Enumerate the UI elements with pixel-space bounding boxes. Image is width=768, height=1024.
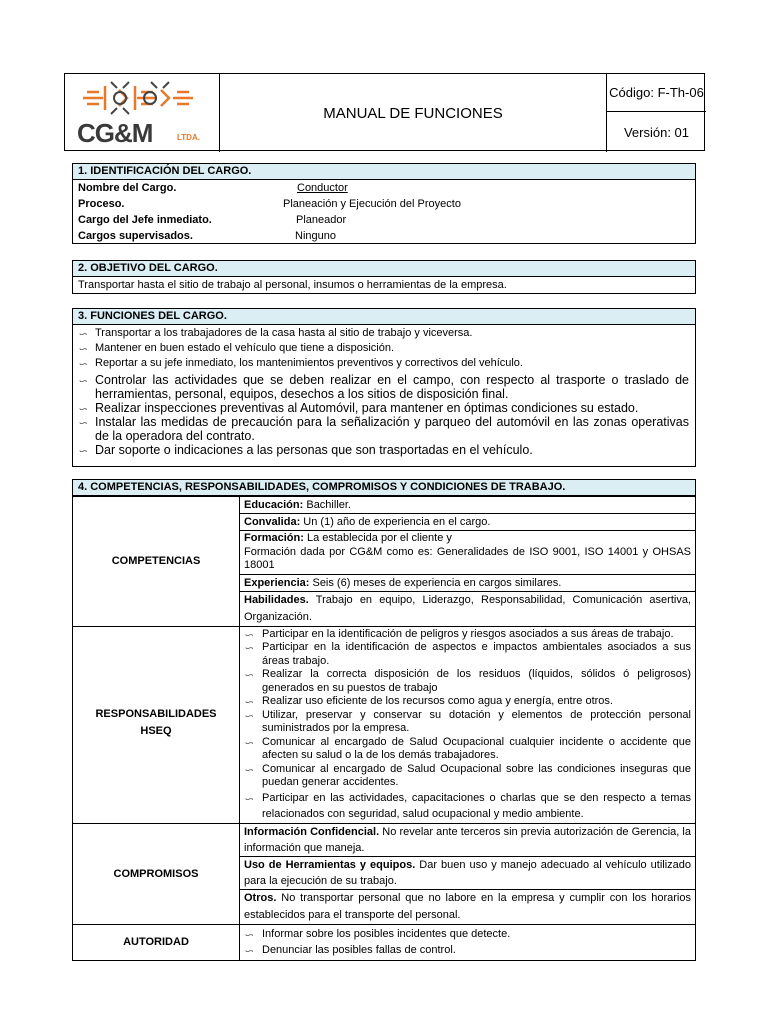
list-item: ᯈ Controlar las actividades que se deben realizar en el campo, con respecto al trasporte o traslado de herramientas, personal, equipos, desechos a los sitios de disposición final.	[73, 373, 695, 401]
field-label: Cargos supervisados.	[78, 230, 193, 242]
bullet-icon: ᯈ	[245, 642, 254, 652]
row-label: AUTORIDAD	[73, 924, 240, 960]
company-logo	[65, 74, 220, 152]
list-item: ᯈ Participar en la identificación de peligros y riesgos asociados a sus áreas de trabajo.	[240, 628, 695, 642]
field-label: Cargo del Jefe inmediato.	[78, 214, 212, 226]
bullet-icon: ᯈ	[245, 736, 254, 747]
list-item: ᯈ Participar en las actividades, capacitaciones o charlas que se den respecto a temas relacionados con seguridad, salud ocupacional y medio ambiente.	[240, 790, 695, 822]
table-cell: Formación: La establecida por el cliente y Formación dada por CG&M como es: Generalidades de ISO 9001, ISO 14001 y OHSAS 18001	[240, 531, 695, 575]
list-item: ᯈ Realizar inspecciones preventivas al Automóvil, para mantener en óptimas condiciones su estado.	[73, 401, 695, 415]
bullet-icon: ᯈ	[79, 328, 88, 338]
field-label: Nombre del Cargo.	[78, 182, 177, 194]
field-value: Planeador	[296, 214, 347, 226]
table-cell: Experiencia: Seis (6) meses de experiencia en cargos similares.	[240, 575, 695, 592]
bullet-icon: ᯈ	[245, 792, 254, 803]
section-heading: 2. OBJETIVO DEL CARGO.	[72, 260, 696, 277]
bullet-icon: ᯈ	[245, 709, 254, 720]
table-row	[73, 924, 696, 960]
list-item: ᯈ Denunciar las posibles fallas de control.	[240, 942, 695, 958]
field-row	[73, 180, 695, 196]
field-label: Proceso.	[78, 198, 125, 210]
table-cell: Habilidades. Trabajo en equipo, Liderazgo, Responsabilidad, Comunicación asertiva, Organización.	[244, 593, 691, 623]
list-item: ᯈ Participar en la identificación de aspectos e impactos ambientales asociados a sus áreas trabajo.	[240, 641, 695, 668]
document-code: Código: F-Th-06	[607, 74, 706, 112]
document-title: MANUAL DE FUNCIONES	[220, 74, 607, 152]
list-item: ᯈ Reportar a su jefe inmediato, los mantenimientos preventivos y correctivos del vehículo.	[73, 356, 695, 371]
list-item: ᯈ Transportar a los trabajadores de la casa hasta al sitio de trabajo y viceversa.	[73, 326, 695, 341]
field-value: Conductor	[297, 182, 348, 194]
list-item: ᯈ Comunicar al encargado de Salud Ocupacional cualquier incidente o accidente que afecten su salud o la de los demás trabajadores.	[240, 736, 695, 763]
table-cell: Uso de Herramientas y equipos. Dar buen uso y manejo adecuado al vehículo utilizado para la ejecución de su trabajo.	[240, 857, 695, 890]
table-cell: Otros. No transportar personal que no labore en la empresa y cumplir con los horarios establecidos para el transporte del personal.	[244, 891, 691, 921]
bullet-icon: ᯈ	[79, 358, 88, 368]
bullet-icon: ᯈ	[79, 445, 88, 455]
bullet-icon: ᯈ	[245, 928, 254, 939]
bullet-icon: ᯈ	[79, 375, 88, 385]
competencies-table	[72, 496, 696, 961]
logo-subtext: LTDA.	[177, 133, 200, 142]
section-competencies	[72, 479, 696, 961]
bullet-icon: ᯈ	[245, 944, 254, 955]
list-item: ᯈ Utilizar, preservar y conservar su dotación y elementos de protección personal suministrados por la empresa.	[240, 709, 695, 736]
section-identification	[72, 163, 696, 244]
field-row	[73, 212, 695, 228]
table-cell: Convalida: Un (1) año de experiencia en el cargo.	[240, 514, 695, 531]
bullet-icon: ᯈ	[245, 696, 254, 706]
section-heading: 3. FUNCIONES DEL CARGO.	[72, 308, 696, 325]
logo-text: CG&M	[77, 118, 153, 148]
bullet-icon: ᯈ	[79, 417, 88, 427]
list-item: ᯈ Instalar las medidas de precaución para la señalización y parqueo del automóvil en las zonas operativas de la operadora del contrato.	[73, 415, 695, 443]
table-row	[73, 823, 696, 924]
field-value: Planeación y Ejecución del Proyecto	[283, 198, 461, 210]
section-objective	[72, 260, 696, 294]
bullet-icon: ᯈ	[79, 403, 88, 413]
table-cell: Información Confidencial. No revelar ante terceros sin previa autorización de Gerencia, la información que maneja.	[240, 824, 695, 857]
row-label: COMPETENCIAS	[73, 497, 240, 627]
table-row	[73, 626, 696, 823]
field-row	[73, 196, 695, 212]
document-version: Versión: 01	[623, 124, 690, 140]
field-value: Ninguno	[295, 230, 336, 242]
bullet-icon: ᯈ	[245, 763, 254, 774]
list-item: ᯈ Realizar uso eficiente de los recursos como agua y energía, entre otros.	[240, 695, 695, 709]
objective-text: Transportar hasta el sitio de trabajo al personal, insumos o herramientas de la empresa.	[72, 277, 696, 294]
list-item: ᯈ Mantener en buen estado el vehículo que tiene a disposición.	[73, 341, 695, 356]
table-row	[73, 497, 696, 627]
section-heading: 1. IDENTIFICACIÓN DEL CARGO.	[72, 163, 696, 180]
list-item: ᯈ Realizar la correcta disposición de los residuos (líquidos, sólidos ó peligrosos) generados en su puestos de trabajo	[240, 668, 695, 695]
list-item: ᯈ Dar soporte o indicaciones a las personas que son trasportadas en el vehículo.	[73, 443, 695, 457]
section-heading: 4. COMPETENCIAS, RESPONSABILIDADES, COMPROMISOS Y CONDICIONES DE TRABAJO.	[72, 479, 696, 496]
row-label: RESPONSABILIDADES HSEQ	[73, 626, 240, 823]
bullet-icon: ᯈ	[79, 343, 88, 353]
section-functions	[72, 308, 696, 467]
list-item: ᯈ Comunicar al encargado de Salud Ocupacional sobre las condiciones inseguras que puedan generar accidentes.	[240, 763, 695, 790]
field-row	[73, 228, 695, 244]
table-cell: Educación: Bachiller.	[240, 497, 695, 514]
row-label: COMPROMISOS	[73, 823, 240, 924]
list-item: ᯈ Informar sobre los posibles incidentes que detecte.	[240, 926, 695, 942]
document-header	[64, 73, 705, 151]
bullet-icon: ᯈ	[245, 669, 254, 679]
bullet-icon: ᯈ	[245, 628, 254, 639]
